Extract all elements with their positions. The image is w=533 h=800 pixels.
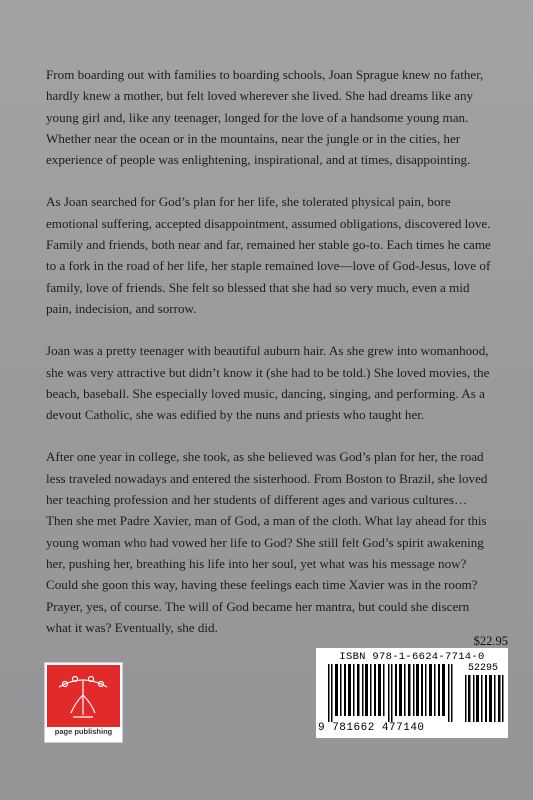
isbn-label: ISBN 978-1-6624-7714-0 <box>339 651 485 663</box>
blurb-paragraph-4: After one year in college, she took, as she believed was God’s plan for her, the road less traveled nowadays and entered the sisterhood. From Boston to Brazil, she loved her teaching profession and her students of different ages and various cultures… Then she met Padre Xavier, man of God, a man of the cloth. What lay ahead for this young woman who had vowed her life to God? She still felt God’s spirit awakening her, pushing her, breathing his life into her soul, yet what was his message now? Could she goon this way, having these feelings each time Xavier was in the room? Prayer, yes, of course. The will of God became her mantra, but could she discern what it was? Eventually, she did. <box>46 449 488 635</box>
barcode-bars <box>322 664 460 722</box>
blurb-text <box>46 64 494 659</box>
barcode-addon-bars <box>464 675 504 722</box>
barcode-addon-number: 52295 <box>467 663 498 674</box>
isbn-barcode <box>316 648 508 738</box>
publisher-logo <box>44 662 123 743</box>
blurb-paragraph-1: From boarding out with families to boarding schools, Joan Sprague knew no father, hardly knew a mother, but felt loved wherever she lived. She had dreams like any young girl and, like any teenager, longed for the love of a handsome young man. Whether near the ocean or in the mountains, near the jungle or in the cities, her experience of people was enlightening, inspirational, and at times, disappointing. <box>46 67 484 168</box>
price-label: $22.95 <box>473 634 508 648</box>
publisher-emblem-icon <box>47 665 120 727</box>
publisher-logo-text: page publishing <box>54 727 113 736</box>
barcode-digits: 9 781662 477140 <box>318 722 425 734</box>
blurb-paragraph-2: As Joan searched for God’s plan for her life, she tolerated physical pain, bore emotional suffering, accepted disappointment, assumed obligations, discovered love. Family and friends, both near and far, remained her stable go-to. Each times he came to a fork in the road of her life, her staple remained love—love of God-Jesus, love of family, love of friends. She felt so blessed that she had so very much, even a mid pain, indecision, and sorrow. <box>46 194 491 316</box>
blurb-paragraph-3: Joan was a pretty teenager with beautiful auburn hair. As she grew into womanhood, she was very attractive but didn’t know it (she had to be told.) She loved movies, the beach, baseball. She especially loved music, dancing, singing, and performing. As a devout Catholic, she was edified by the nuns and priests who taught her. <box>46 343 490 423</box>
publisher-logo-art <box>47 665 120 727</box>
